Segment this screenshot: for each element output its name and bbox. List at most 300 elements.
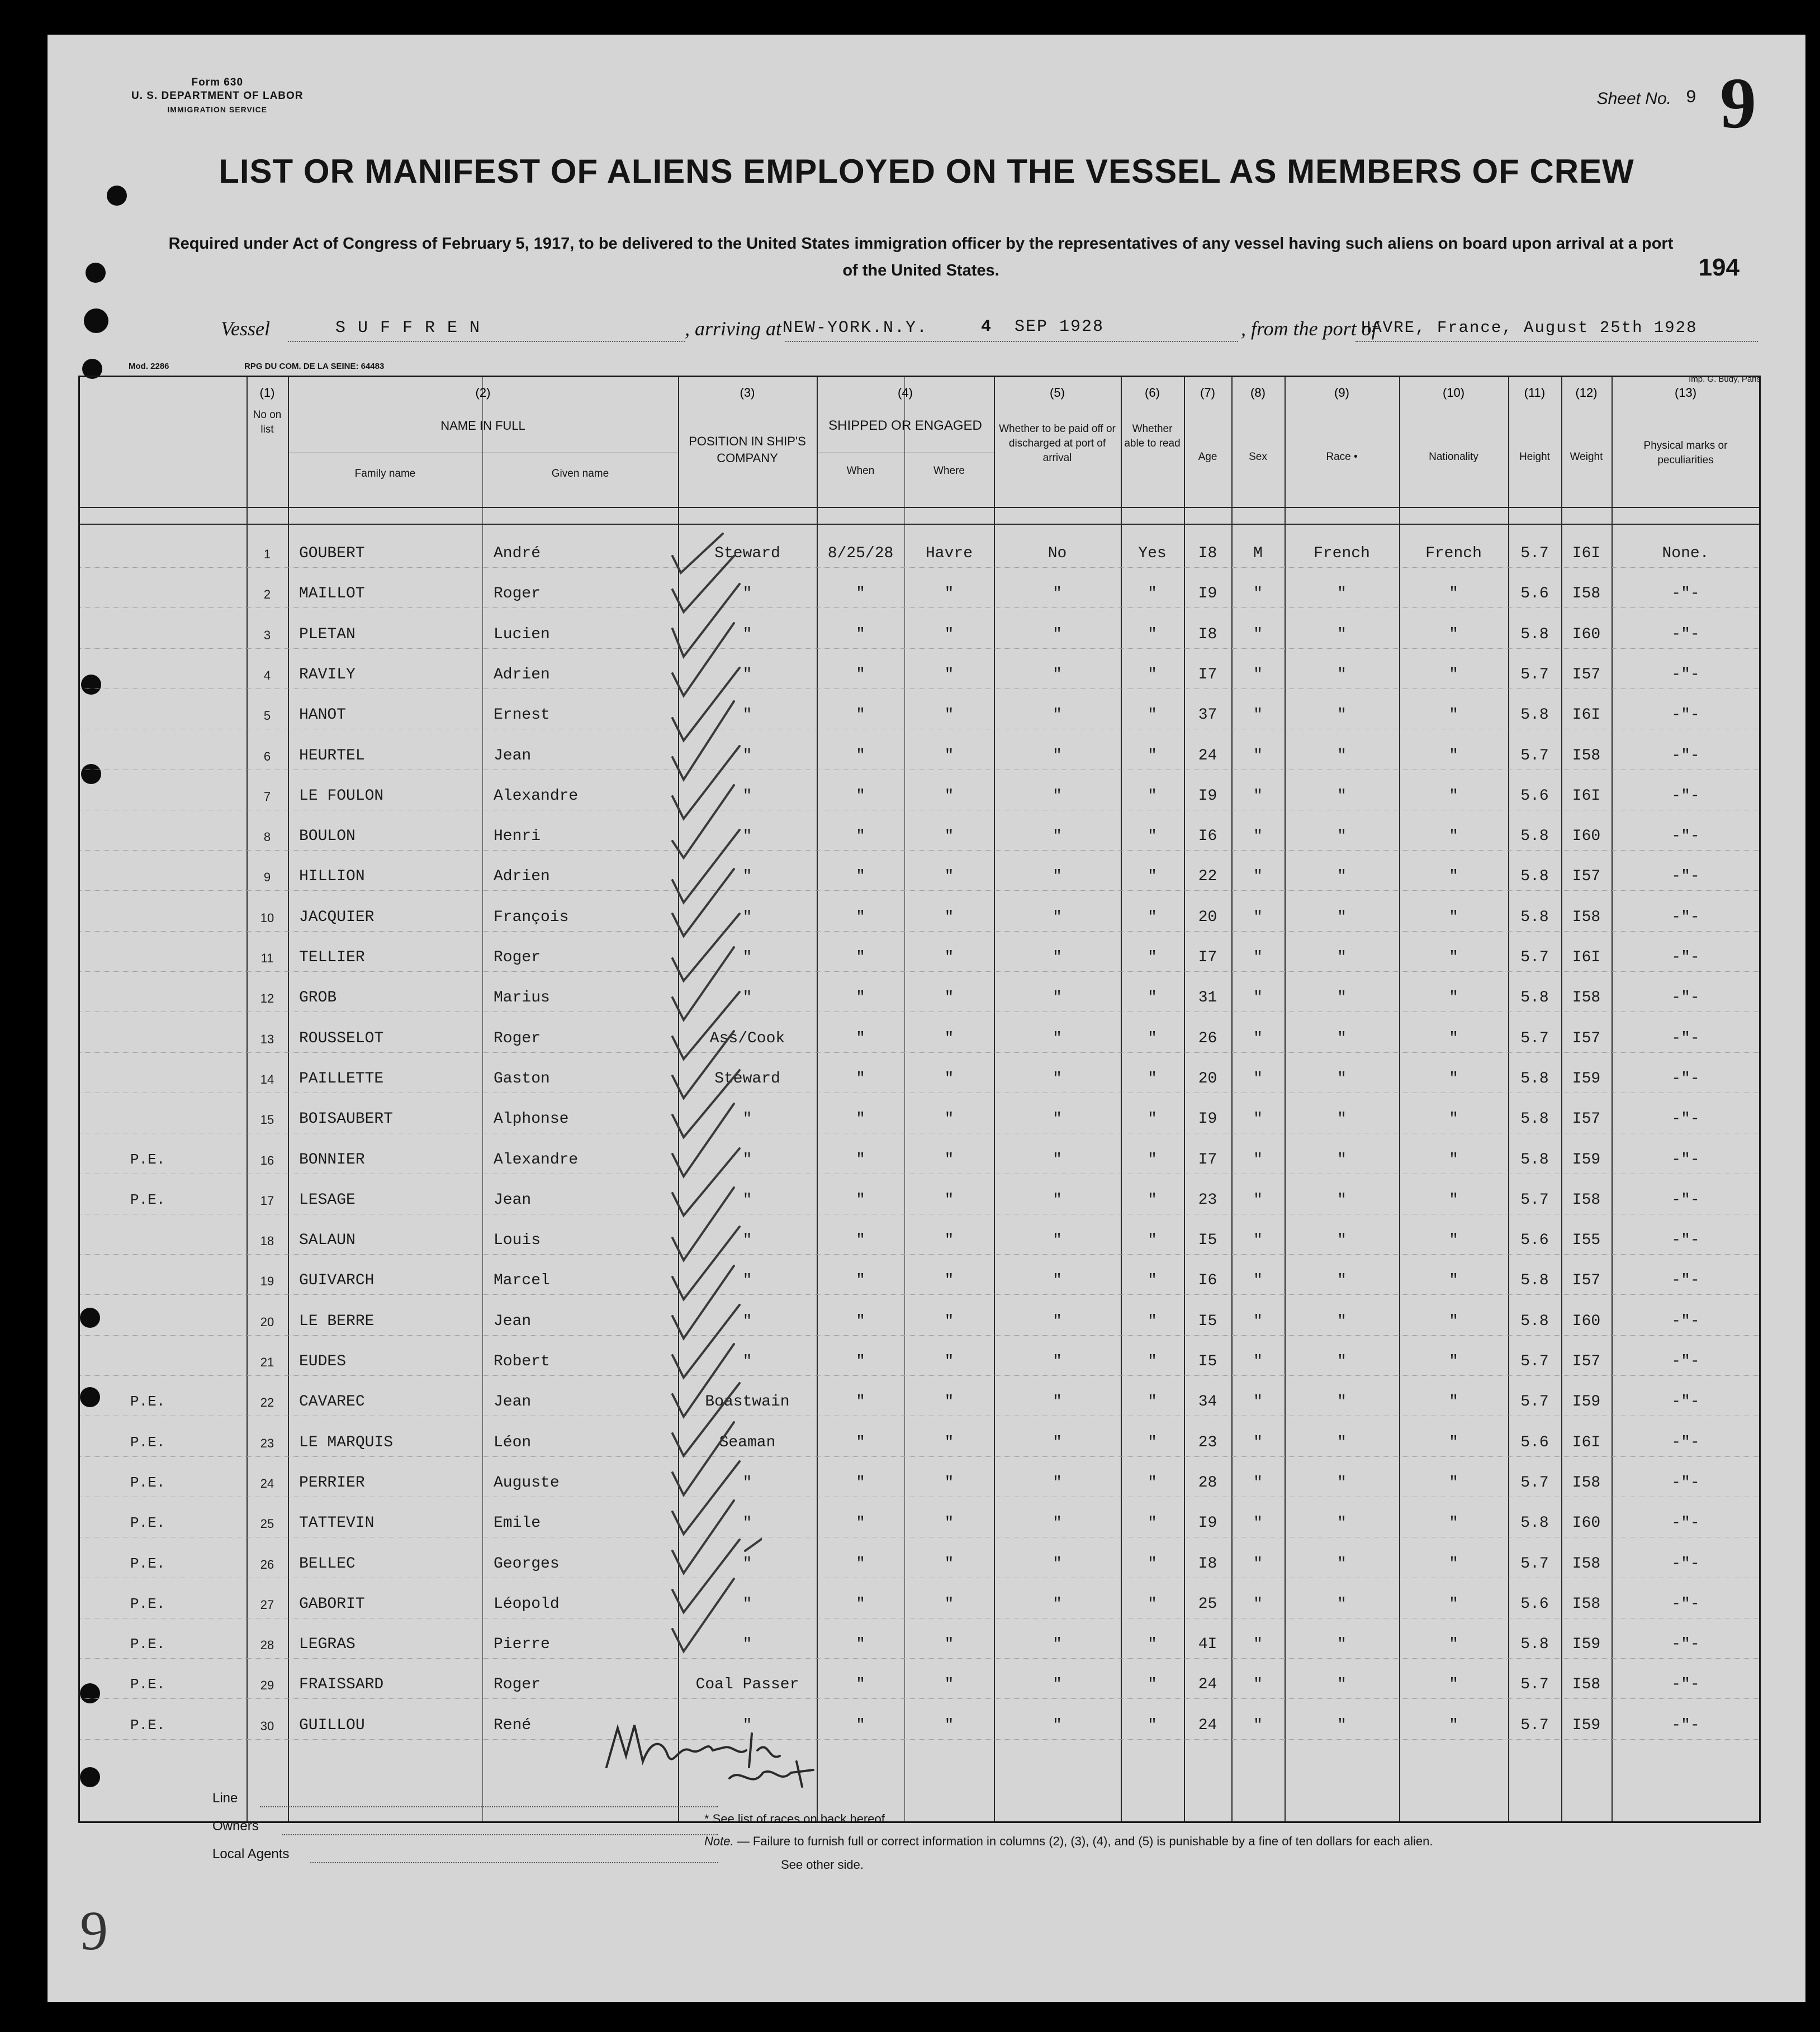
department-name: U. S. DEPARTMENT OF LABOR — [131, 90, 304, 102]
local-agents-label: Local Agents — [212, 1846, 290, 1862]
cell-no: 8 — [263, 830, 271, 844]
owners-label: Owners — [212, 1819, 259, 1834]
cell-age: 20 — [1198, 1070, 1217, 1088]
cell-read: " — [1148, 787, 1157, 805]
cell-where: " — [944, 908, 954, 926]
col6-header: Whether able to read — [1124, 423, 1181, 449]
cell-sex: " — [1253, 1272, 1263, 1290]
cell-nationality: " — [1449, 1555, 1458, 1573]
cell-sex: " — [1253, 1433, 1263, 1451]
cell-given: Jean — [494, 1191, 532, 1209]
cell-position: " — [742, 1151, 752, 1169]
cell-when: " — [856, 666, 865, 683]
cell-family: LE BERRE — [299, 1312, 375, 1330]
cell-read: " — [1148, 989, 1157, 1007]
col10-header: Nationality — [1429, 451, 1478, 463]
cell-marks: -"- — [1671, 1555, 1700, 1573]
given-name-header: Given name — [551, 468, 609, 479]
cell-read: " — [1148, 828, 1157, 846]
cell-age: 34 — [1198, 1393, 1217, 1411]
cell-read: " — [1148, 1514, 1157, 1532]
cell-where: " — [944, 1676, 954, 1694]
cell-sex: " — [1253, 1353, 1263, 1370]
cell-race: " — [1337, 828, 1347, 846]
cell-marks: -"- — [1671, 625, 1700, 643]
cell-nationality: " — [1449, 666, 1458, 683]
cell-sex: " — [1253, 666, 1263, 683]
cell-position: Seaman — [719, 1433, 776, 1451]
cell-nationality: " — [1449, 1716, 1458, 1734]
cell-height: 5.8 — [1520, 706, 1549, 724]
cell-marks: -"- — [1671, 747, 1700, 765]
cell-paid: " — [1053, 666, 1062, 683]
cell-read: " — [1148, 706, 1157, 724]
failure-note — [704, 1834, 1433, 1849]
col12-num: (12) — [1575, 386, 1598, 400]
note-text: — Failure to furnish full or correct information in columns (2), (3), (4), and (5) is punishable by a fine of ten dollars for each alien. — [733, 1834, 1433, 1848]
cell-height: 5.8 — [1520, 868, 1549, 886]
cell-position: " — [742, 1232, 752, 1250]
cell-family: GUILLOU — [299, 1716, 365, 1734]
cell-no: 25 — [260, 1517, 274, 1531]
cell-height: 5.6 — [1520, 787, 1549, 805]
cell-position: " — [742, 1353, 752, 1370]
cell-weight: I57 — [1572, 666, 1601, 683]
cell-given: Henri — [494, 828, 541, 846]
cell-no: 20 — [260, 1314, 274, 1329]
cell-where: " — [944, 1514, 954, 1532]
cell-position: Boastwain — [705, 1393, 790, 1411]
punch-hole — [86, 263, 106, 283]
col7-num: (7) — [1200, 386, 1215, 400]
cell-paid: " — [1053, 1474, 1062, 1492]
cell-where: " — [944, 787, 954, 805]
cell-sex: " — [1253, 747, 1263, 765]
cell-given: Alphonse — [494, 1110, 569, 1128]
cell-nationality: French — [1425, 545, 1482, 562]
cell-paid: " — [1053, 989, 1062, 1007]
cell-family: TATTEVIN — [299, 1514, 375, 1532]
from-port: HAVRE, France, August 25th 1928 — [1361, 319, 1698, 337]
cell-nationality: " — [1449, 585, 1458, 603]
cell-marks: -"- — [1671, 706, 1700, 724]
cell-when: " — [856, 1070, 865, 1088]
cell-family: LESAGE — [299, 1191, 356, 1209]
cell-given: Louis — [494, 1232, 541, 1250]
punch-hole — [84, 308, 108, 333]
col8-num: (8) — [1250, 386, 1266, 400]
cell-nationality: " — [1449, 1070, 1458, 1088]
cell-no: 28 — [260, 1638, 274, 1653]
manifest-sheet — [48, 35, 1805, 2002]
cell-height: 5.7 — [1520, 1555, 1549, 1573]
col4-num: (4) — [898, 386, 913, 400]
cell-when: " — [856, 949, 865, 966]
cell-weight: I58 — [1572, 1474, 1601, 1492]
cell-age: I5 — [1198, 1232, 1217, 1250]
cell-weight: I6I — [1572, 706, 1601, 724]
cell-paid: " — [1053, 828, 1062, 846]
cell-family: GABORIT — [299, 1595, 365, 1613]
cell-race: " — [1337, 1474, 1347, 1492]
cell-given: Alexandre — [494, 787, 579, 805]
cell-paid: " — [1053, 1312, 1062, 1330]
cell-paid: " — [1053, 1393, 1062, 1411]
cell-weight: I58 — [1572, 1555, 1601, 1573]
cell-sex: " — [1253, 949, 1263, 966]
cell-sex: " — [1253, 989, 1263, 1007]
cell-position: " — [742, 585, 752, 603]
family-name-header: Family name — [354, 468, 416, 479]
cell-height: 5.7 — [1520, 1353, 1549, 1370]
cell-nationality: " — [1449, 1151, 1458, 1169]
cell-read: " — [1148, 585, 1157, 603]
cell-race: " — [1337, 949, 1347, 966]
cell-marks: -"- — [1671, 1636, 1700, 1654]
cell-nationality: " — [1449, 1595, 1458, 1613]
cell-height: 5.7 — [1520, 1029, 1549, 1047]
reference-number: 194 — [1698, 254, 1740, 281]
pe-marker: P.E. — [130, 1474, 165, 1491]
cell-family: PERRIER — [299, 1474, 365, 1492]
cell-family: CAVAREC — [299, 1393, 365, 1411]
when-header: When — [846, 465, 875, 477]
cell-marks: -"- — [1671, 1676, 1700, 1694]
cell-where: " — [944, 1433, 954, 1451]
pe-marker: P.E. — [130, 1676, 165, 1693]
cell-read: " — [1148, 1716, 1157, 1734]
cell-height: 5.7 — [1520, 747, 1549, 765]
cell-age: 23 — [1198, 1191, 1217, 1209]
cell-sex: " — [1253, 1029, 1263, 1047]
cell-marks: -"- — [1671, 908, 1700, 926]
cell-height: 5.8 — [1520, 908, 1549, 926]
cell-race: " — [1337, 585, 1347, 603]
cell-age: 24 — [1198, 1676, 1217, 1694]
cell-weight: I55 — [1572, 1232, 1601, 1250]
cell-height: 5.8 — [1520, 828, 1549, 846]
cell-family: JACQUIER — [299, 908, 375, 926]
cell-race: " — [1337, 1676, 1347, 1694]
cell-marks: -"- — [1671, 828, 1700, 846]
cell-where: " — [944, 1029, 954, 1047]
pe-marker: P.E. — [130, 1555, 165, 1572]
cell-no: 3 — [263, 628, 271, 642]
cell-where: " — [944, 1151, 954, 1169]
cell-sex: " — [1253, 1514, 1263, 1532]
cell-position: " — [742, 1110, 752, 1128]
cell-age: 37 — [1198, 706, 1217, 724]
cell-nationality: " — [1449, 1474, 1458, 1492]
cell-age: I8 — [1198, 545, 1217, 562]
cell-no: 5 — [263, 709, 271, 723]
cell-when: " — [856, 989, 865, 1007]
cell-marks: None. — [1662, 545, 1709, 562]
cell-given: Lucien — [494, 625, 550, 643]
cell-family: BOISAUBERT — [299, 1110, 394, 1128]
cell-weight: I57 — [1572, 1110, 1601, 1128]
cell-where: " — [944, 828, 954, 846]
cell-height: 5.7 — [1520, 949, 1549, 966]
cell-age: I7 — [1198, 949, 1217, 966]
cell-race: " — [1337, 1151, 1347, 1169]
cell-position: " — [742, 787, 752, 805]
cell-weight: I58 — [1572, 1595, 1601, 1613]
cell-position: " — [742, 828, 752, 846]
cell-height: 5.8 — [1520, 1272, 1549, 1290]
cell-race: " — [1337, 1636, 1347, 1654]
cell-family: GUIVARCH — [299, 1272, 375, 1290]
cell-when: " — [856, 908, 865, 926]
col1-header: No on list — [253, 409, 282, 435]
cell-where: " — [944, 868, 954, 886]
cell-marks: -"- — [1671, 1070, 1700, 1088]
sheet-big-number: 9 — [1720, 63, 1756, 144]
cell-age: I8 — [1198, 625, 1217, 643]
cell-position: Steward — [714, 545, 780, 562]
cell-family: TELLIER — [299, 949, 365, 966]
cell-paid: " — [1053, 1514, 1062, 1532]
cell-family: BELLEC — [299, 1555, 356, 1573]
cell-nationality: " — [1449, 1393, 1458, 1411]
cell-family: ROUSSELOT — [299, 1029, 384, 1047]
race-note: * See list of races on back hereof. — [704, 1812, 888, 1826]
cell-paid: " — [1053, 787, 1062, 805]
cell-nationality: " — [1449, 1514, 1458, 1532]
cell-marks: -"- — [1671, 1232, 1700, 1250]
cell-given: Roger — [494, 949, 541, 966]
cell-weight: I6I — [1572, 1433, 1601, 1451]
cell-race: " — [1337, 1191, 1347, 1209]
cell-given: Adrien — [494, 868, 550, 886]
cell-no: 27 — [260, 1597, 274, 1612]
cell-family: RAVILY — [299, 666, 356, 683]
cell-height: 5.8 — [1520, 989, 1549, 1007]
cell-read: " — [1148, 949, 1157, 966]
cell-family: BOULON — [299, 828, 356, 846]
cell-sex: " — [1253, 828, 1263, 846]
cell-marks: -"- — [1671, 1474, 1700, 1492]
cell-no: 18 — [260, 1234, 274, 1248]
cell-when: " — [856, 828, 865, 846]
cell-when: " — [856, 868, 865, 886]
cell-sex: M — [1253, 545, 1263, 562]
cell-height: 5.7 — [1520, 1191, 1549, 1209]
cell-marks: -"- — [1671, 1151, 1700, 1169]
cell-family: PAILLETTE — [299, 1070, 384, 1088]
cell-where: " — [944, 1555, 954, 1573]
form-department-block — [131, 76, 304, 116]
cell-weight: I59 — [1572, 1716, 1601, 1734]
cell-when: " — [856, 1514, 865, 1532]
cell-paid: " — [1053, 1555, 1062, 1573]
cell-height: 5.8 — [1520, 1312, 1549, 1330]
cell-where: " — [944, 1110, 954, 1128]
cell-given: Marcel — [494, 1272, 550, 1290]
cell-where: Havre — [925, 545, 973, 562]
cell-marks: -"- — [1671, 989, 1700, 1007]
cell-where: " — [944, 625, 954, 643]
cell-age: 28 — [1198, 1474, 1217, 1492]
cell-read: " — [1148, 1191, 1157, 1209]
cell-family: FRAISSARD — [299, 1676, 384, 1694]
cell-given: Léopold — [494, 1595, 560, 1613]
cell-position: " — [742, 1636, 752, 1654]
cell-when: 8/25/28 — [827, 545, 894, 562]
cell-when: " — [856, 625, 865, 643]
cell-where: " — [944, 989, 954, 1007]
cell-race: " — [1337, 1393, 1347, 1411]
cell-marks: -"- — [1671, 868, 1700, 886]
cell-position: " — [742, 1191, 752, 1209]
cell-where: " — [944, 1312, 954, 1330]
vessel-name: S U F F R E N — [335, 319, 481, 338]
cell-paid: " — [1053, 1716, 1062, 1734]
cell-no: 15 — [260, 1113, 274, 1127]
col11-num: (11) — [1524, 386, 1546, 400]
cell-family: EUDES — [299, 1353, 347, 1370]
cell-race: " — [1337, 787, 1347, 805]
cell-marks: -"- — [1671, 1393, 1700, 1411]
cell-height: 5.7 — [1520, 1716, 1549, 1734]
cell-paid: " — [1053, 1232, 1062, 1250]
cell-nationality: " — [1449, 908, 1458, 926]
cell-family: GROB — [299, 989, 337, 1007]
col11-header: Height — [1519, 451, 1550, 463]
cell-sex: " — [1253, 1676, 1263, 1694]
col13-num: (13) — [1674, 386, 1697, 400]
cell-where: " — [944, 1191, 954, 1209]
cell-when: " — [856, 1676, 865, 1694]
cell-nationality: " — [1449, 625, 1458, 643]
col8-header: Sex — [1249, 451, 1267, 463]
cell-position: " — [742, 1514, 752, 1532]
cell-race: " — [1337, 868, 1347, 886]
cell-nationality: " — [1449, 868, 1458, 886]
cell-sex: " — [1253, 1191, 1263, 1209]
cell-age: I7 — [1198, 1151, 1217, 1169]
cell-marks: -"- — [1671, 1029, 1700, 1047]
cell-nationality: " — [1449, 787, 1458, 805]
cell-marks: -"- — [1671, 1110, 1700, 1128]
cell-no: 30 — [260, 1718, 274, 1733]
cell-marks: -"- — [1671, 1191, 1700, 1209]
cell-position: Steward — [714, 1070, 780, 1088]
cell-no: 24 — [260, 1476, 274, 1490]
cell-position: Coal Passer — [695, 1676, 799, 1694]
cell-sex: " — [1253, 1232, 1263, 1250]
col3-num: (3) — [740, 386, 755, 400]
cell-position: Ass/Cook — [709, 1029, 785, 1047]
cell-race: " — [1337, 989, 1347, 1007]
pe-marker: P.E. — [130, 1433, 165, 1451]
cell-age: I8 — [1198, 1555, 1217, 1573]
cell-no: 2 — [263, 587, 271, 602]
cell-weight: I57 — [1572, 868, 1601, 886]
cell-given: Léon — [494, 1433, 532, 1451]
col5-header: Whether to be paid off or discharged at port of arrival — [999, 423, 1116, 464]
cell-paid: " — [1053, 868, 1062, 886]
cell-no: 17 — [260, 1193, 274, 1208]
col2-num: (2) — [475, 386, 491, 400]
cell-weight: I57 — [1572, 1272, 1601, 1290]
cell-paid: " — [1053, 949, 1062, 966]
cell-age: I7 — [1198, 666, 1217, 683]
cell-no: 22 — [260, 1395, 274, 1410]
cell-given: Marius — [494, 989, 550, 1007]
cell-family: LE MARQUIS — [299, 1433, 394, 1451]
cell-nationality: " — [1449, 1272, 1458, 1290]
cell-weight: I58 — [1572, 1191, 1601, 1209]
cell-paid: " — [1053, 1636, 1062, 1654]
note-label: Note. — [704, 1834, 734, 1848]
cell-weight: I58 — [1572, 747, 1601, 765]
inspector-signature — [595, 1717, 830, 1795]
cell-paid: " — [1053, 1110, 1062, 1128]
cell-family: MAILLOT — [299, 585, 365, 603]
document-title: LIST OR MANIFEST OF ALIENS EMPLOYED ON THE VESSEL AS MEMBERS OF CREW — [219, 153, 1634, 190]
cell-read: " — [1148, 1474, 1157, 1492]
cell-family: HEURTEL — [299, 747, 365, 765]
cell-paid: " — [1053, 1191, 1062, 1209]
cell-height: 5.8 — [1520, 1514, 1549, 1532]
cell-read: " — [1148, 1272, 1157, 1290]
cell-paid: " — [1053, 625, 1062, 643]
cell-sex: " — [1253, 1393, 1263, 1411]
col5-num: (5) — [1050, 386, 1065, 400]
cell-sex: " — [1253, 1474, 1263, 1492]
cell-no: 4 — [263, 668, 271, 682]
cell-no: 6 — [263, 749, 271, 763]
cell-race: " — [1337, 747, 1347, 765]
cell-race: " — [1337, 908, 1347, 926]
cell-race: " — [1337, 1110, 1347, 1128]
cell-when: " — [856, 1029, 865, 1047]
cell-read: " — [1148, 747, 1157, 765]
cell-family: LEGRAS — [299, 1636, 356, 1654]
cell-where: " — [944, 706, 954, 724]
cell-paid: " — [1053, 706, 1062, 724]
cell-given: François — [494, 908, 569, 926]
cell-when: " — [856, 1595, 865, 1613]
cell-weight: I60 — [1572, 1312, 1601, 1330]
cell-where: " — [944, 747, 954, 765]
cell-read: " — [1148, 1070, 1157, 1088]
cell-given: Jean — [494, 1312, 532, 1330]
cell-where: " — [944, 1595, 954, 1613]
cell-sex: " — [1253, 625, 1263, 643]
cell-given: Roger — [494, 1029, 541, 1047]
cell-read: " — [1148, 1151, 1157, 1169]
cell-given: Roger — [494, 1676, 541, 1694]
cell-race: " — [1337, 1272, 1347, 1290]
cell-paid: " — [1053, 908, 1062, 926]
cell-weight: I59 — [1572, 1393, 1601, 1411]
cell-nationality: " — [1449, 989, 1458, 1007]
cell-marks: -"- — [1671, 949, 1700, 966]
cell-read: " — [1148, 1393, 1157, 1411]
col2-header: NAME IN FULL — [440, 419, 525, 433]
cell-race: French — [1314, 545, 1370, 562]
cell-family: SALAUN — [299, 1232, 356, 1250]
cell-height: 5.8 — [1520, 1070, 1549, 1088]
cell-where: " — [944, 1232, 954, 1250]
cell-given: Roger — [494, 585, 541, 603]
cell-no: 23 — [260, 1436, 274, 1450]
cell-when: " — [856, 706, 865, 724]
cell-race: " — [1337, 666, 1347, 683]
pe-marker: P.E. — [130, 1716, 165, 1734]
